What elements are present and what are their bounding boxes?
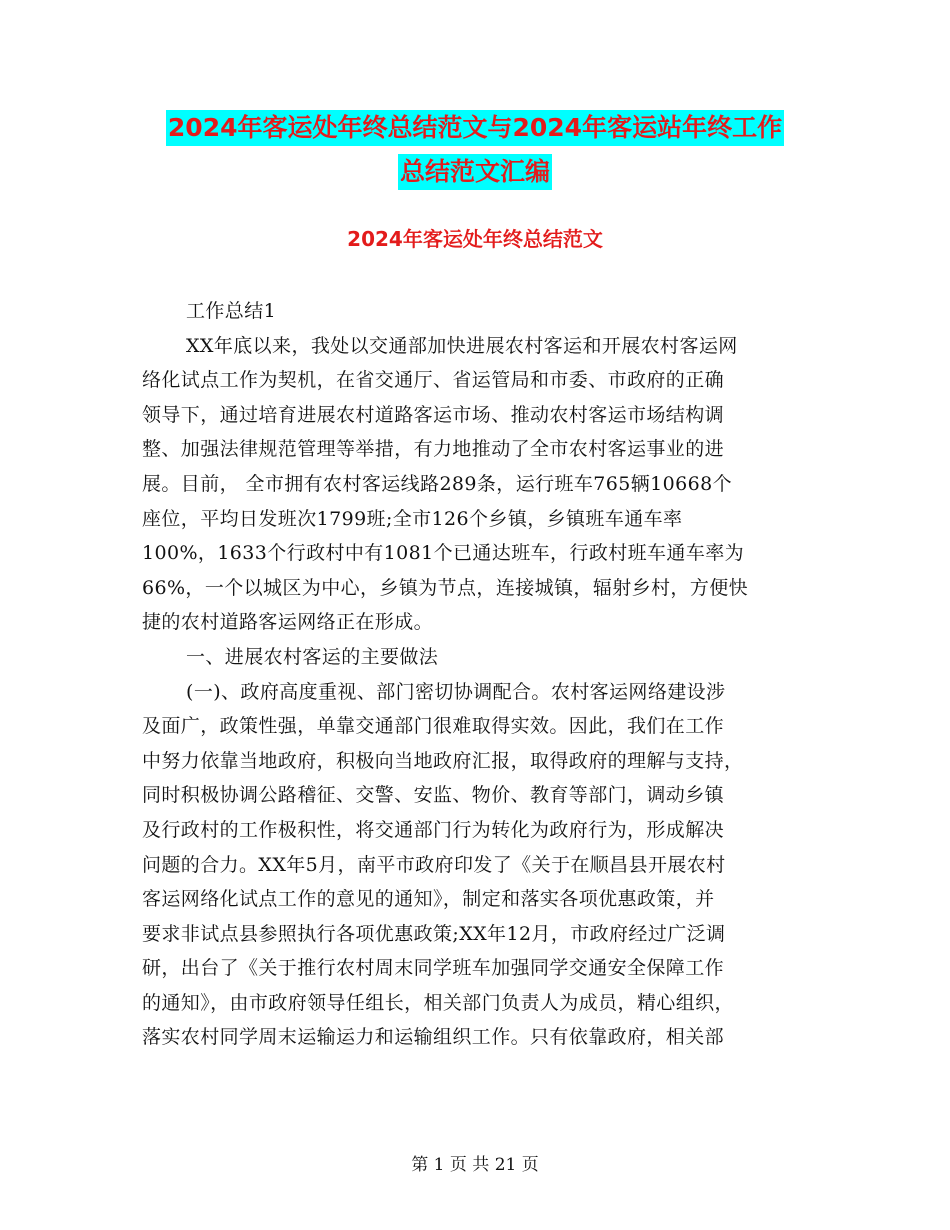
text-line: 研，出台了《关于推行农村周末同学班车加强同学交通安全保障工作	[142, 957, 725, 980]
section-subtitle: 2024年客运处年终总结范文	[347, 227, 603, 251]
body-text	[142, 294, 804, 1055]
text-line: XX年底以来，我处以交通部加快进展农村客运和开展农村客运网	[186, 334, 738, 357]
text-line: 客运网络化试点工作的意见的通知》，制定和落实各项优惠政策，并	[142, 888, 715, 911]
text-line: 的通知》，由市政府领导任组长，相关部门负责人为成员，精心组织，	[142, 991, 734, 1014]
text-line: 要求非试点县参照执行各项优惠政策;XX年12月，市政府经过广泛调	[142, 922, 726, 945]
text-line: 工作总结1	[186, 300, 277, 322]
document-title	[0, 110, 950, 190]
text-line: 66%，一个以城区为中心，乡镇为节点，连接城镇，辐射乡村，方便快	[142, 576, 749, 599]
text-line: 领导下，通过培育进展农村道路客运市场、推动农村客运市场结构调	[142, 403, 725, 426]
text-line: 展。目前， 全市拥有农村客运线路289条，运行班车765辆10668个	[142, 472, 733, 495]
title-line-1: 2024年客运处年终总结范文与2024年客运站年终工作	[166, 110, 784, 146]
text-line: 捷的农村道路客运网络正在形成。	[142, 611, 434, 634]
text-line: 整、加强法律规范管理等举措，有力地推动了全市农村客运事业的进	[142, 438, 725, 461]
text-line: 座位，平均日发班次1799班;全市126个乡镇，乡镇班车通车率	[142, 507, 683, 530]
text-line: (一)、政府高度重视、部门密切协调配合。农村客运网络建设涉	[186, 680, 726, 703]
text-line: 络化试点工作为契机，在省交通厅、省运管局和市委、市政府的正确	[142, 369, 725, 392]
text-line: 问题的合力。XX年5月，南平市政府印发了《关于在顺昌县开展农村	[142, 853, 726, 876]
text-line: 落实农村同学周末运输运力和运输组织工作。只有依靠政府，相关部	[142, 1026, 725, 1049]
text-line: 及面广，政策性强，单靠交通部门很难取得实效。因此，我们在工作	[142, 715, 725, 738]
text-line: 中努力依靠当地政府，积极向当地政府汇报，取得政府的理解与支持，	[142, 749, 744, 772]
text-line: 100%，1633个行政村中有1081个已通达班车，行政村班车通车率为	[142, 542, 745, 565]
text-line: 同时积极协调公路稽征、交警、安监、物价、教育等部门，调动乡镇	[142, 784, 725, 807]
title-line-2: 总结范文汇编	[398, 154, 552, 190]
page-footer: 第 1 页 共 21 页	[411, 1155, 539, 1175]
text-line: 及行政村的工作极积性，将交通部门行为转化为政府行为，形成解决	[142, 818, 725, 841]
text-line: 一、进展农村客运的主要做法	[186, 645, 439, 668]
